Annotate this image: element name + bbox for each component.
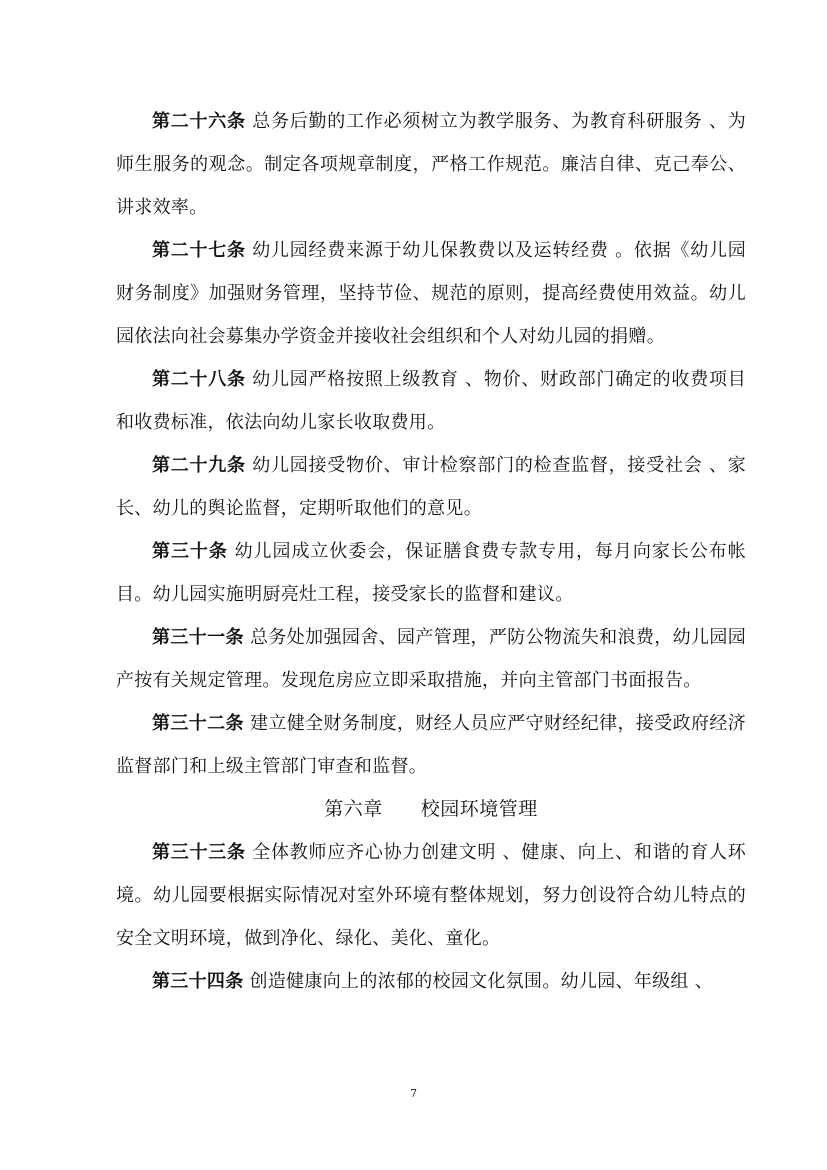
article-heading: 第三十四条 xyxy=(152,971,244,992)
article-heading: 第二十九条 xyxy=(152,455,246,476)
article-text: 总务处加强园舍、园产管理，严防公物流失和浪费，幼儿园园产按有关规定管理。发现危房应立即采取措施，并向主管部门书面报告。 xyxy=(116,627,746,691)
article-29 xyxy=(116,444,746,530)
article-text: 幼儿园经费来源于幼儿保教费以及运转经费 。依据《幼儿园财务制度》加强财务管理，坚持节俭、规范的原则，提高经费使用效益。幼儿园依法向社会募集办学资金并接收社会组织和个人对幼儿园的捐赠。 xyxy=(116,240,747,347)
article-26 xyxy=(116,100,746,229)
document-body xyxy=(116,100,746,1003)
chapter-heading xyxy=(116,788,746,831)
article-text: 幼儿园严格按照上级教育 、物价、财政部门确定的收费项目和收费标准，依法向幼儿家长收取费用。 xyxy=(116,369,747,433)
article-33 xyxy=(116,831,746,960)
chapter-title: 校园环境管理 xyxy=(420,798,538,820)
article-heading: 第三十条 xyxy=(152,541,228,562)
article-text: 总务后勤的工作必须树立为教学服务、为教育科研服务 、为师生服务的观念。制定各项规章制度，严格工作规范。廉洁自律、克己奉公、讲求效率。 xyxy=(116,111,747,218)
article-31 xyxy=(116,616,746,702)
article-text: 幼儿园接受物价、审计检察部门的检查监督，接受社会 、家长、幼儿的舆论监督，定期听取他们的意见。 xyxy=(116,455,747,519)
article-heading: 第二十八条 xyxy=(152,369,246,390)
article-30 xyxy=(116,530,746,616)
chapter-number: 第六章 xyxy=(324,798,383,820)
page-number: 7 xyxy=(410,1087,417,1100)
article-34 xyxy=(116,960,746,1003)
article-text: 幼儿园成立伙委会，保证膳食费专款专用，每月向家长公布帐目。幼儿园实施明厨亮灶工程，接受家长的监督和建议。 xyxy=(116,541,746,605)
article-28 xyxy=(116,358,746,444)
article-heading: 第三十二条 xyxy=(152,713,244,734)
article-heading: 第二十六条 xyxy=(152,111,246,132)
article-27 xyxy=(116,229,746,358)
article-heading: 第二十七条 xyxy=(152,240,246,261)
article-text: 创造健康向上的浓郁的校园文化氛围。幼儿园、年级组 、 xyxy=(243,971,714,992)
article-heading: 第三十一条 xyxy=(152,627,244,648)
article-heading: 第三十三条 xyxy=(152,842,246,863)
article-32 xyxy=(116,702,746,788)
article-text: 建立健全财务制度，财经人员应严守财经纪律，接受政府经济监督部门和上级主管部门审查和监督。 xyxy=(116,713,746,777)
article-text: 全体教师应齐心协力创建文明 、健康、向上、和谐的育人环境。幼儿园要根据实际情况对室外环境有整体规划，努力创设符合幼儿特点的安全文明环境，做到净化、绿化、美化、童化。 xyxy=(116,842,747,949)
